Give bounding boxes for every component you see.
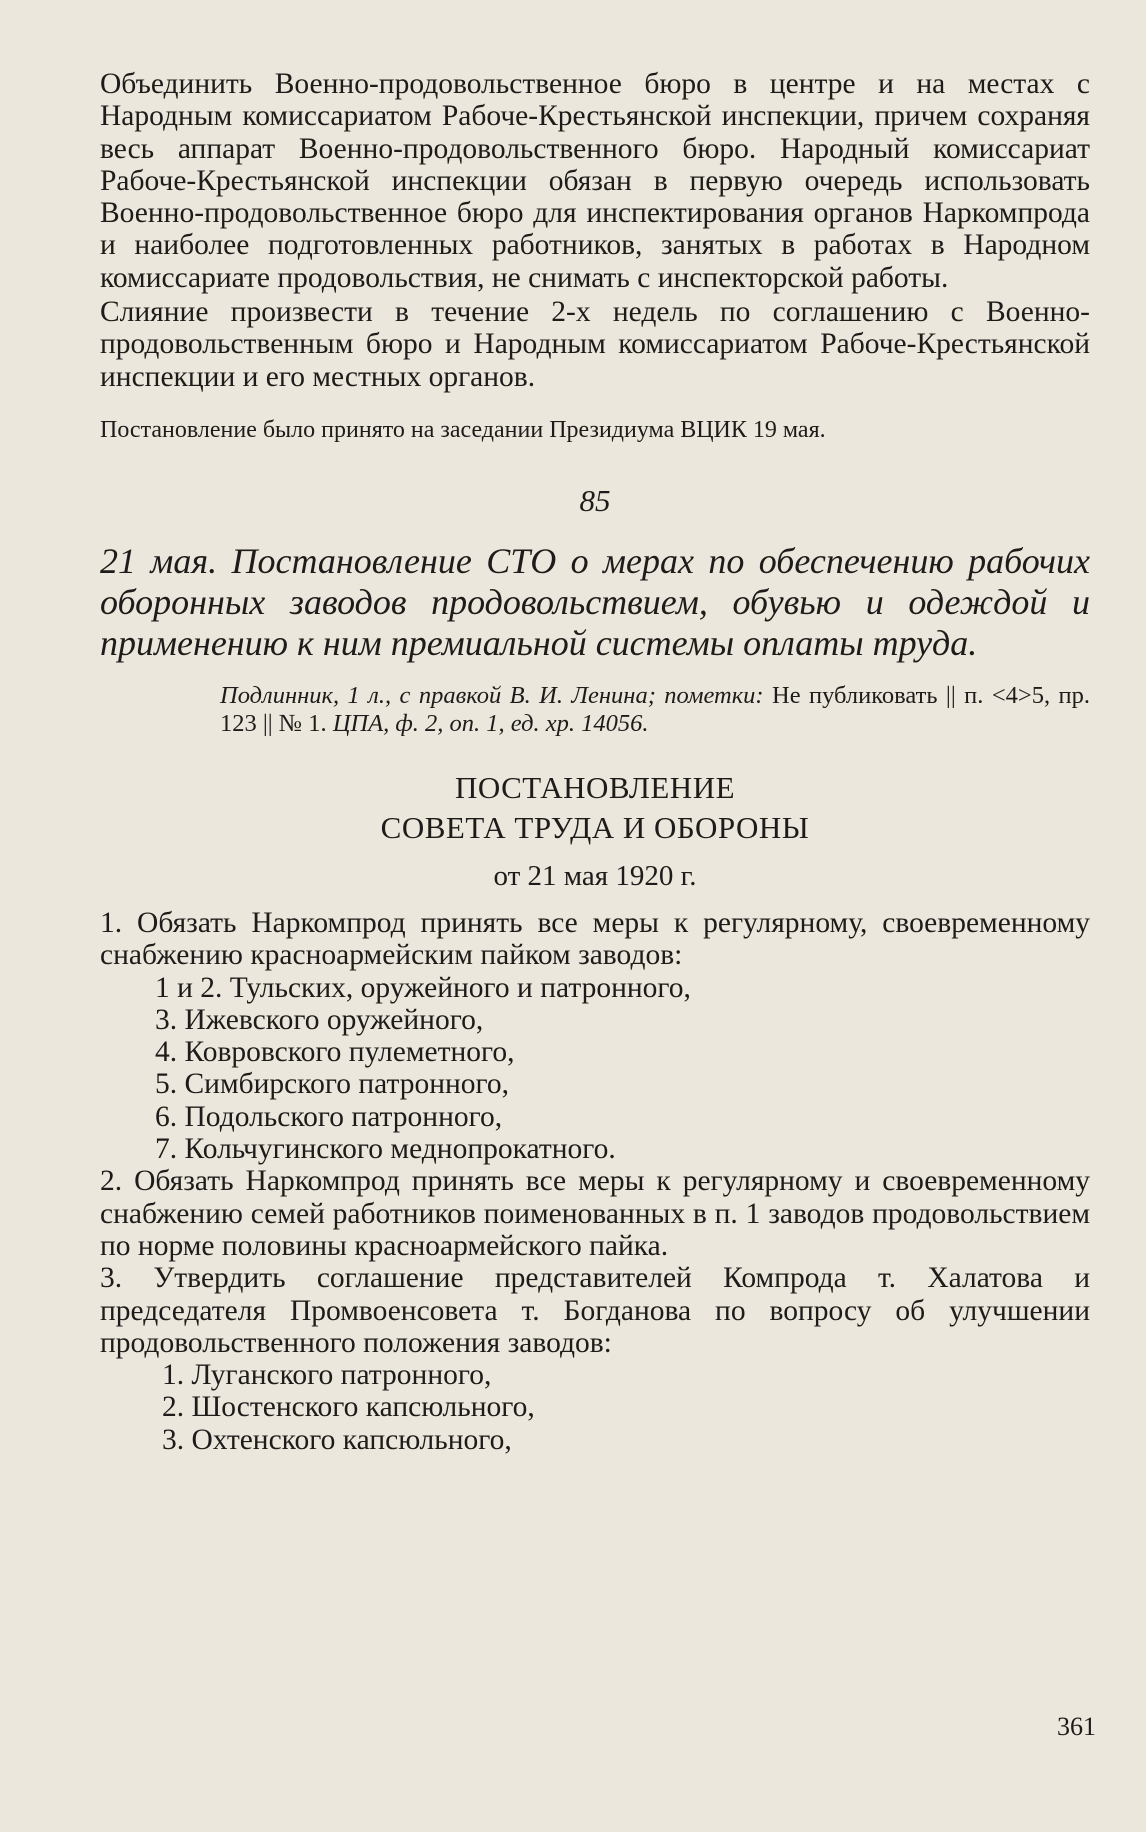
document-page: [100, 68, 1090, 1456]
archival-source: [220, 682, 1090, 738]
list-item: 5. Симбирского патронного,: [155, 1068, 510, 1101]
list-item: 6. Подольского патронного,: [155, 1100, 503, 1133]
intro-paragraph-2: Слияние произвести в течение 2-х недель по соглашению с Военно-продовольственным бюро и Народным комиссариатом Рабоче-Крестьянской инспекции и его местных органов.: [100, 296, 1090, 393]
source-plain-1: Не публиковать || п. <4>5, пр. 123 || № 1.: [220, 681, 1090, 737]
list-item: 1. Луганского патронного,: [162, 1359, 492, 1392]
resolution-title: [100, 768, 1090, 848]
list-item: 3. Ижевского оружейного,: [155, 1003, 484, 1036]
title-line-1: ПОСТАНОВЛЕНИЕ: [454, 769, 736, 805]
intro-paragraph-1: Объединить Военно-продовольственное бюро в центре и на местах с Народным комиссариатом Рабоче-Крестьянской инспекции, причем сохраняя весь аппарат Военно-продовольственного бюро. Народный комиссариат Рабоче-Крестьянской инспекции обязан в первую очередь использовать Военно-продовольственное бюро для инспектирования органов Наркомпрода и наиболее подготовленных работников, занятых в работах в Народном комиссариате продовольствия, не снимать с инспекторской работы.: [100, 68, 1090, 294]
list-item: 4. Ковровского пулеметного,: [155, 1036, 515, 1069]
list-item: 3. Охтенского капсюльного,: [162, 1423, 512, 1456]
list-item: 1 и 2. Тульских, оружейного и патронного,: [155, 971, 691, 1004]
list-item: 7. Кольчугинского меднопрокатного.: [155, 1133, 616, 1166]
point-1: 1. Обязать Наркомпрод принять все меры к регулярному, своевременному снабжению красноармейским пайком заводов:: [100, 906, 1090, 972]
document-heading: 21 мая. Постановление СТО о мерах по обеспечению рабочих оборонных заводов продовольствием, обувью и одеждой и применению к ним премиальной системы оплаты труда.: [100, 540, 1090, 663]
title-line-2: СОВЕТА ТРУДА И ОБОРОНЫ: [380, 809, 810, 845]
source-italic-2: ЦПА, ф. 2, оп. 1, ед. хр. 14056.: [332, 709, 649, 737]
resolution-date: от 21 мая 1920 г.: [493, 859, 697, 892]
list-item: 2. Шостенского капсюльного,: [162, 1391, 535, 1424]
point-3-list: [100, 1359, 1090, 1456]
point-3: 3. Утвердить соглашение представителей Компрода т. Халатова и председателя Промвоенсовета т. Богданова по вопросу об улучшении продовольственного положения заводов:: [100, 1262, 1090, 1359]
page-number: 361: [1057, 1712, 1096, 1741]
point-1-list: [100, 972, 1090, 1166]
presidium-note: Постановление было принято на заседании Президиума ВЦИК 19 мая.: [100, 416, 826, 443]
document-number: 85: [579, 482, 611, 518]
point-2: 2. Обязать Наркомпрод принять все меры к регулярному и своевременному снабжению семей работников поименованных в п. 1 заводов продовольствием по норме половины красноармейского пайка.: [100, 1165, 1090, 1262]
source-italic-1: Подлинник, 1 л., с правкой В. И. Ленина; пометки:: [220, 681, 764, 709]
